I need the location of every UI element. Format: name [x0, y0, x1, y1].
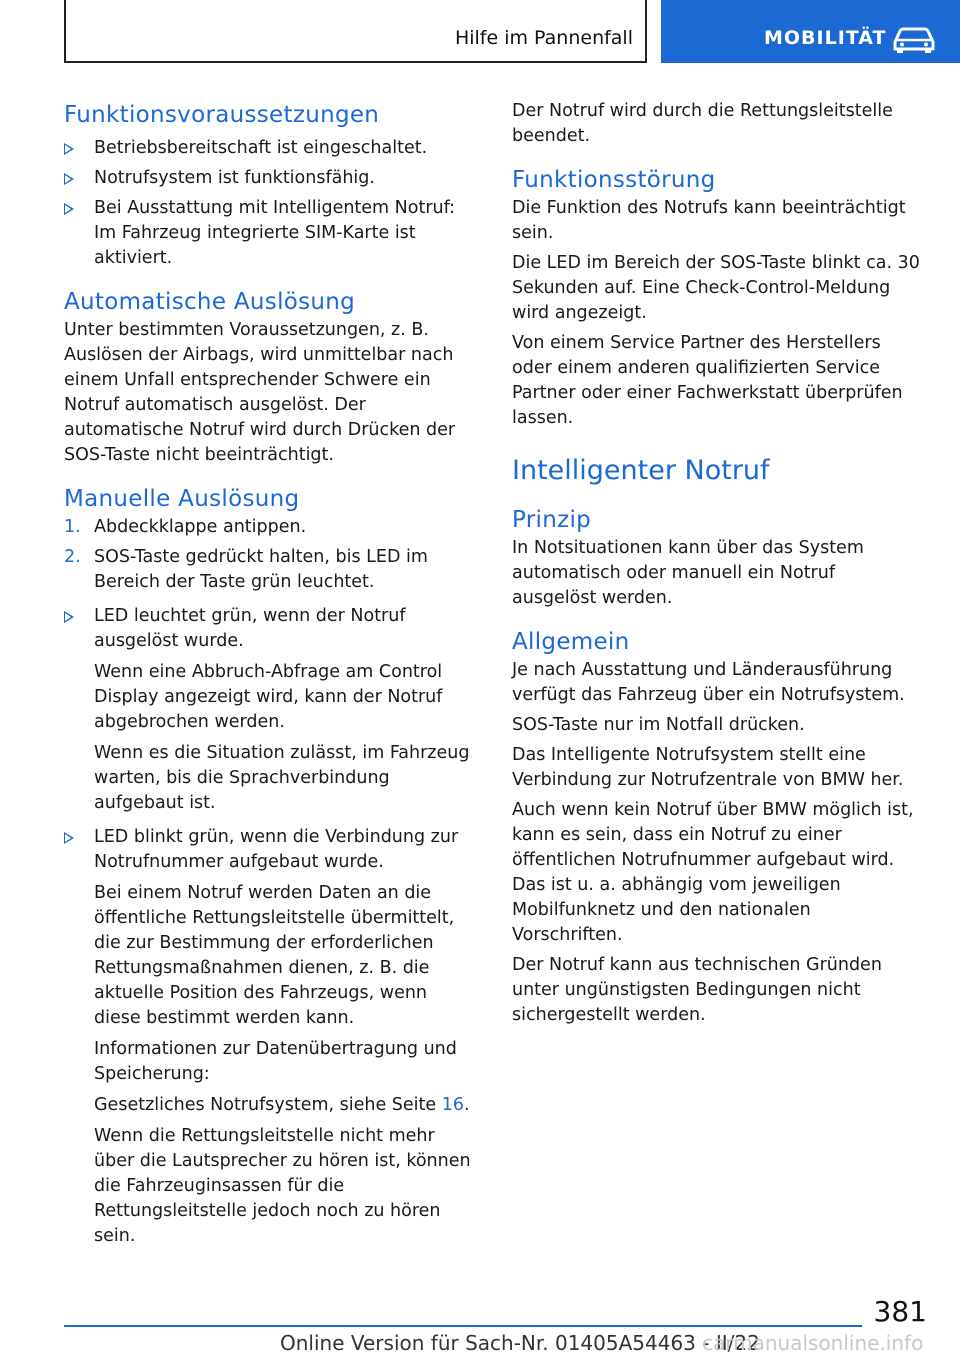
paragraph: Das Intelligente Notrufsystem stellt eine Verbindung zur Notrufzentrale von BMW her.	[512, 745, 904, 790]
footer-text: Online Version für Sach-Nr. 01405A54463 - II/22	[280, 1331, 760, 1355]
paragraph: Gesetzliches Notrufsystem, siehe Seite 16.	[94, 1095, 470, 1115]
paragraph: Bei einem Notruf werden Daten an die öffentliche Rettungsleitstelle übermittelt, die zur Bestimmung der erforderlichen Rettungsmaßnahmen dienen, z. B. die aktuelle Position des Fahrzeugs, wenn diese bestimmt werden kann.	[94, 883, 455, 1028]
section-allgemein	[512, 626, 924, 1028]
paragraph: Informationen zur Datenübertragung und Speicherung:	[94, 1039, 457, 1084]
bullet-triangle-icon	[64, 611, 74, 623]
bullet-triangle-icon	[64, 203, 74, 215]
paragraph: Wenn eine Abbruch-Abfrage am Control Display angezeigt wird, kann der Notruf abgebrochen werden.	[94, 662, 443, 732]
page-number: 381	[873, 1295, 927, 1328]
paragraph: Je nach Ausstattung und Länderausführung verfügt das Fahrzeug über ein Notrufsystem.	[512, 660, 905, 705]
paragraph: In Notsituationen kann über das System automatisch oder manuell ein Notruf ausgelöst werden.	[512, 538, 864, 608]
heading-prinzip: Prinzip	[512, 507, 592, 533]
chapter-tab	[661, 0, 960, 63]
list-item: Notrufsystem ist funktionsfähig.	[64, 166, 476, 191]
list-item: Bei Ausstattung mit Intelligentem Notruf: Im Fahrzeug integrierte SIM-Karte ist aktiviert.	[64, 196, 476, 271]
paragraph: Auch wenn kein Notruf über BMW möglich ist, kann es sein, dass ein Notruf zu einer öffentlichen Notrufnummer aufgebaut wird. Das ist u. a. abhängig vom jeweiligen Mobilfunknetz und den nationalen Vorschriften.	[512, 800, 914, 945]
section-funktionsvoraussetzungen	[64, 99, 476, 271]
paragraph: Die LED im Bereich der SOS-Taste blinkt ca. 30 Sekunden auf. Eine Check-Control-Meldung wird angezeigt.	[512, 253, 920, 323]
heading-funktionsvoraussetzungen: Funktionsvoraussetzungen	[64, 102, 380, 128]
page-reference-link[interactable]: 16	[441, 1095, 465, 1115]
list-item: LED leuchtet grün, wenn der Notruf ausgelöst wurde. Wenn eine Abbruch-Abfrage am Control Display angezeigt wird, kann der Notruf abgebrochen werden. Wenn es die Situation zulässt, im Fahrzeug warten, bis die Sprachverbindung aufgebaut ist.	[64, 604, 476, 816]
bullet-triangle-icon	[64, 143, 74, 155]
footer-divider	[64, 1325, 862, 1327]
section-automatische-ausloesung	[64, 286, 476, 468]
left-column	[64, 99, 476, 1249]
chapter-title: MOBILITÄT	[764, 27, 887, 49]
paragraph: Die Funktion des Notrufs kann beeinträchtigt sein.	[512, 198, 906, 243]
paragraph: Unter bestimmten Voraussetzungen, z. B. Auslösen der Airbags, wird unmittelbar nach einem Unfall entsprechender Schwere ein Notruf automatisch ausgelöst. Der automatische Notruf wird durch Drücken der SOS-Taste nicht beeinträchtigt.	[64, 320, 456, 465]
paragraph: Wenn die Rettungsleitstelle nicht mehr über die Lautsprecher zu hören ist, können die Fahrzeuginsassen für die Rettungsleitstelle jedoch noch zu hören sein.	[94, 1126, 471, 1246]
watermark: carmanualsonline.info	[702, 1331, 924, 1355]
step-item: 1. Abdeckklappe antippen.	[64, 515, 476, 540]
section-title: Hilfe im Pannenfall	[454, 27, 633, 49]
heading-allgemein: Allgemein	[512, 629, 630, 655]
section-funktionsstoerung	[512, 164, 924, 431]
heading-funktionsstoerung: Funktionsstörung	[512, 167, 716, 193]
list-item: Betriebsbereitschaft ist eingeschaltet.	[64, 136, 476, 161]
header-box	[64, 0, 647, 63]
section-intelligenter-notruf	[512, 453, 924, 489]
step-item: 2. SOS-Taste gedrückt halten, bis LED im Bereich der Taste grün leuchtet.	[64, 547, 428, 592]
paragraph: SOS-Taste nur im Notfall drücken.	[512, 715, 805, 735]
section-prinzip	[512, 504, 924, 611]
bullet-triangle-icon	[64, 832, 74, 844]
right-column	[512, 99, 924, 1028]
heading-intelligenter-notruf: Intelligenter Notruf	[512, 455, 770, 486]
paragraph: Der Notruf kann aus technischen Gründen unter ungünstigsten Bedingungen nicht sichergestellt werden.	[512, 955, 882, 1025]
heading-automatische-ausloesung: Automatische Auslösung	[64, 289, 356, 315]
car-icon	[891, 24, 937, 54]
paragraph: Der Notruf wird durch die Rettungsleitstelle beendet.	[512, 101, 893, 146]
section-manuelle-ausloesung	[64, 483, 476, 1249]
paragraph: Von einem Service Partner des Herstellers oder einem anderen qualifizierten Service Partner oder einer Fachwerkstatt überprüfen lassen.	[512, 333, 903, 428]
list-item: LED blinkt grün, wenn die Verbindung zur Notrufnummer aufgebaut wurde. Bei einem Notruf werden Daten an die öffentliche Rettungsleitstelle übermittelt, die zur Bestimmung der erforderlichen Rettungsmaßnahmen dienen, z. B. die aktuelle Position des Fahrzeugs, wenn diese bestimmt werden kann. Informationen zur Datenübertragung und Speicherung: Gesetzliches Notrufsystem, siehe Seite 16. Wenn die Rettungsleitstelle nicht mehr über die Lautsprecher zu hören ist, können die Fahrzeuginsassen für die Rettungsleitstelle jedoch noch zu hören sein.	[64, 825, 476, 1249]
step-number: 2.	[64, 547, 81, 567]
paragraph: Wenn es die Situation zulässt, im Fahrzeug warten, bis die Sprachverbindung aufgebaut ist.	[94, 743, 470, 813]
bullet-triangle-icon	[64, 173, 74, 185]
step-number: 1.	[64, 517, 81, 537]
heading-manuelle-ausloesung: Manuelle Auslösung	[64, 486, 300, 512]
